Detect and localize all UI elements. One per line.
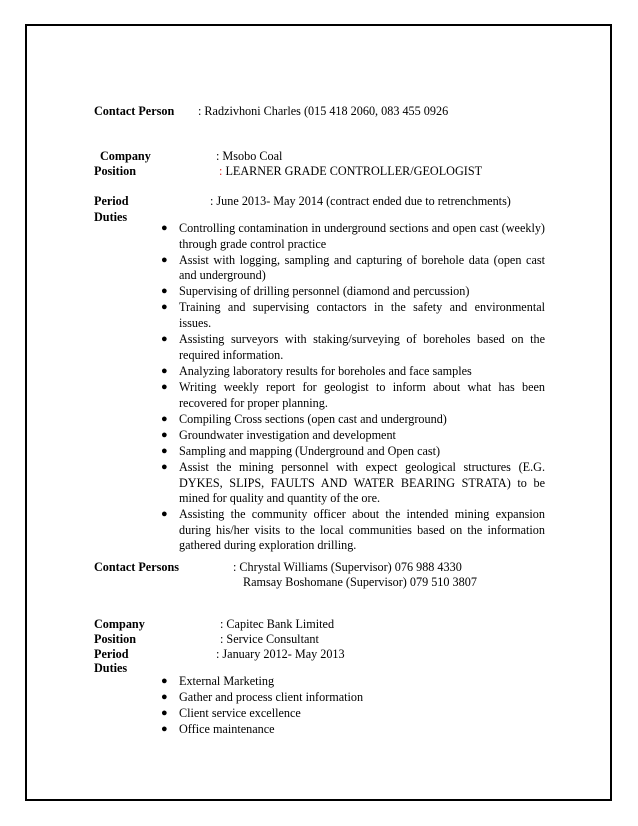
- company-label: Company: [100, 149, 151, 163]
- duty-text: Compiling Cross sections (open cast and underground): [179, 411, 447, 426]
- bullet-icon: ●: [161, 301, 168, 314]
- bullet-icon: ●: [161, 691, 168, 704]
- duties-list: [160, 221, 545, 554]
- period-label: Period: [94, 194, 129, 208]
- duty-text: External Marketing: [179, 674, 275, 688]
- list-item: [160, 428, 545, 444]
- bullet-icon: ●: [161, 675, 168, 687]
- contact-persons-line2: Ramsay Boshomane (Supervisor) 079 510 3807: [243, 575, 477, 589]
- company-value: : Msobo Coal: [216, 149, 283, 163]
- list-item: [160, 690, 545, 706]
- list-item: [160, 332, 545, 363]
- contact-person-label: Contact Person: [94, 104, 175, 118]
- bullet-icon: ●: [161, 285, 168, 298]
- list-item: [160, 364, 545, 380]
- bullet-icon: ●: [161, 364, 168, 377]
- duty-text: Groundwater investigation and development: [179, 427, 396, 442]
- duty-text: Sampling and mapping (Underground and Open cast): [179, 443, 441, 458]
- list-item: [160, 706, 545, 722]
- list-item: [160, 460, 545, 507]
- list-item: [160, 444, 545, 460]
- list-item: [160, 674, 545, 690]
- contact-person-value: : Radzivhoni Charles (015 418 2060, 083 455 0926: [198, 104, 449, 118]
- duty-text: Writing weekly report for geologist to inform about what has been recovered for proper planning.: [179, 379, 545, 410]
- bullet-icon: ●: [161, 444, 168, 457]
- list-item: [160, 253, 545, 284]
- position-value-2: : Service Consultant: [220, 632, 319, 646]
- duty-text: Controlling contamination in underground sections and open cast (weekly) through grade control practice: [179, 221, 545, 251]
- bullet-icon: ●: [161, 222, 168, 234]
- list-item: [160, 507, 545, 554]
- bullet-icon: ●: [161, 508, 168, 521]
- position-value: LEARNER GRADE CONTROLLER/GEOLOGIST: [225, 164, 483, 178]
- list-item: [160, 380, 545, 411]
- position-label-2: Position: [94, 632, 136, 646]
- list-item: [160, 300, 545, 331]
- position-value-line: [219, 164, 482, 178]
- duty-text: Client service excellence: [179, 706, 301, 721]
- contact-persons-label: Contact Persons: [94, 560, 179, 574]
- period-label-2: Period: [94, 647, 129, 661]
- duty-text: Analyzing laboratory results for boreholes and face samples: [179, 363, 472, 378]
- duty-text: Assisting the community officer about the intended mining expansion during his/her visits to the local communities based on the information gathered during exploration drilling.: [179, 507, 545, 553]
- duties-list-2: [160, 674, 545, 738]
- duty-text: Assisting surveyors with staking/surveying of boreholes based on the required information.: [179, 332, 545, 362]
- bullet-icon: ●: [161, 723, 168, 736]
- bullet-icon: ●: [161, 380, 168, 393]
- duty-text: Assist the mining personnel with expect geological structures (E.G. DYKES, SLIPS, FAULTS AND WATER BEARING STRATA) to be mined for quality and quantity of the ore.: [179, 459, 545, 506]
- duty-text: Gather and process client information: [179, 690, 364, 705]
- bullet-icon: ●: [161, 707, 168, 720]
- bullet-icon: ●: [161, 333, 168, 346]
- list-item: [160, 722, 545, 738]
- duty-text: Supervising of drilling personnel (diamond and percussion): [179, 284, 470, 299]
- list-item: [160, 284, 545, 300]
- bullet-icon: ●: [161, 460, 168, 473]
- contact-persons-line1: : Chrystal Williams (Supervisor) 076 988 4330: [233, 560, 462, 574]
- bullet-icon: ●: [161, 253, 168, 266]
- bullet-icon: ●: [161, 428, 168, 441]
- company-value-2: : Capitec Bank Limited: [220, 617, 335, 631]
- duty-text: Assist with logging, sampling and capturing of borehole data (open cast and underground): [179, 252, 545, 283]
- period-value: : June 2013- May 2014 (contract ended due to retrenchments): [210, 194, 511, 208]
- position-label: Position: [94, 164, 136, 178]
- duties-label-2: Duties: [94, 661, 128, 675]
- duty-text: Training and supervising contactors in the safety and environmental issues.: [179, 300, 545, 331]
- position-colon: :: [219, 164, 223, 178]
- duty-text: Office maintenance: [179, 722, 275, 737]
- list-item: [160, 412, 545, 428]
- duties-label: Duties: [94, 210, 128, 224]
- period-value-2: : January 2012- May 2013: [216, 647, 345, 661]
- list-item: [160, 221, 545, 252]
- bullet-icon: ●: [161, 412, 168, 425]
- company-label-2: Company: [94, 617, 145, 631]
